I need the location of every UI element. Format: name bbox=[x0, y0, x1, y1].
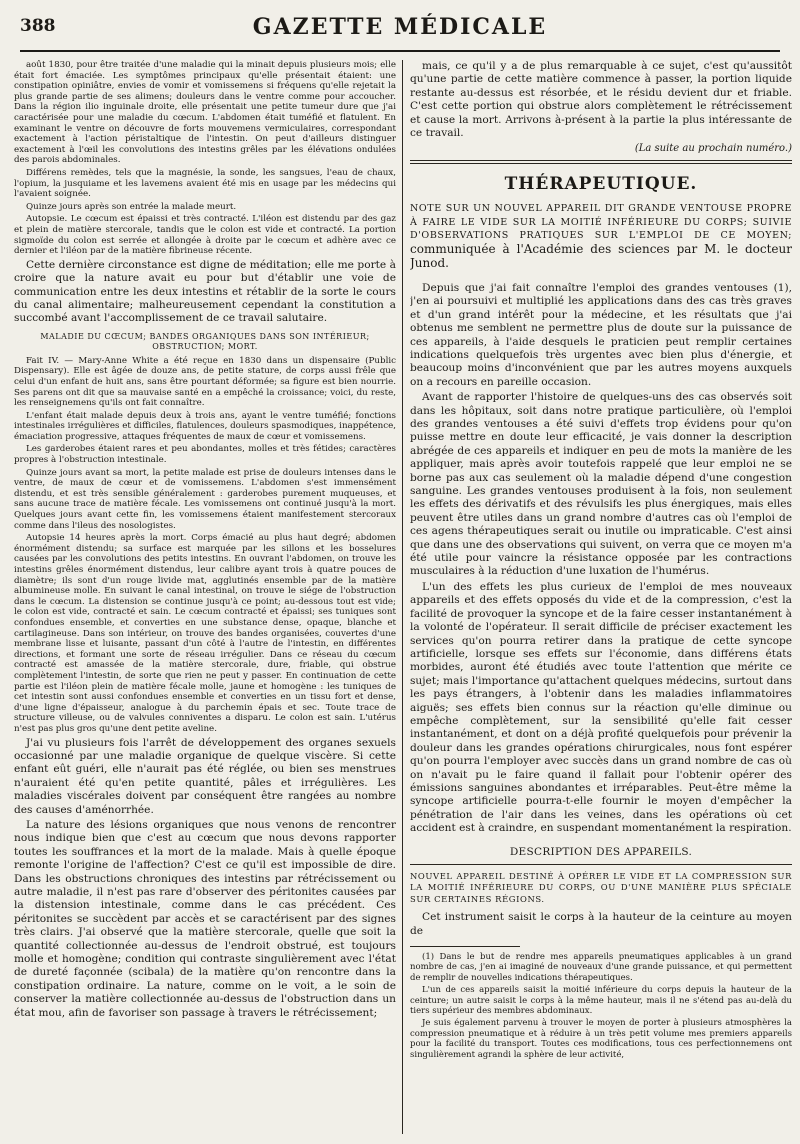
article-paragraph: Avant de rapporter l'histoire de quelques-uns des cas observés soit dans les hôpitaux, soit dans notre pratique particulière, où l'emploi des grandes ventouses a été suivi d'effets trop évidens pour qu'on puisse mettre en doute leur efficacité, je vais donner la description abrégée de ces appareils et indiquer en peu de mots la manière de les appliquer, mais après avoir toutefois rappelé que leur emploi ne se borne pas aux cas seulement où la maladie dépend d'une congestion sanguine. Les grandes ventouses produisent à la fois, non seulement les effets des dérivatifs et des révulsifs les plus énergiques, mais elles peuvent être utiles dans un grand nombre d'autres cas où l'emploi de ces agens thérapeutiques serait ou inutile ou impraticable. C'est ainsi que dans une des observations qui suivent, on verra que ce moyen m'a été utile pour vaincre la résistance opposée par les contractions musculaires à la réduction d'une luxation de l'humérus. bbox=[410, 391, 792, 578]
section-rule bbox=[410, 160, 792, 164]
footnotes bbox=[410, 952, 792, 1060]
case-paragraph: Les garderobes étaient rares et peu abondantes, molles et très fétides; caractères propres à l'obstruction intestinale. bbox=[14, 444, 396, 466]
autopsy-paragraph: Autopsie. Le cœcum est épaissi et très contracté. L'iléon est distendu par des gaz et plein de matière stercorale, tandis que le colon est vide et contracté. La portion sigmoïde du colon est serrée et allongée à droite par le cœcum et adhère avec ce dernier et l'iléon par de la matière fibrineuse récente. bbox=[14, 214, 396, 257]
case-paragraph: L'enfant était malade depuis deux à trois ans, ayant le ventre tuméfié; fonctions intestinales irrégulières et difficiles, flatulences, douleurs spasmodiques, inappétence, émaciation progressive, attaques fréquentes de maux de cœur et vomissemens. bbox=[14, 410, 396, 442]
article-title bbox=[410, 202, 792, 272]
page-number: 388 bbox=[20, 16, 56, 36]
footnote: Je suis également parvenu à trouver le moyen de porter à plusieurs atmosphères la compression pneumatique et à réduire à un très petit volume mes premiers appareils pour la facilité du transport. Toutes ces modifications, tous ces perfectionnemens ont singulièrement agrandi la sphère de leur activité, bbox=[410, 1018, 792, 1060]
case-paragraph: Différens remèdes, tels que la magnésie, la sonde, les sangsues, l'eau de chaux, l'opium, la jusquiame et les lavemens avaient été mis en usage par les médecins qui l'avaient soignée. bbox=[14, 167, 396, 200]
commentary-paragraph: La nature des lésions organiques que nous venons de rencontrer nous indique bien que c'est au cœcum que nous devons rapporter toutes les souffrances et la mort de la malade. Mais à quelle époque remonte l'origine de l'affection? C'est ce qu'il est impossible de dire. Dans les obstructions chroniques des intestins par rétrécissement ou autre maladie, il n'est pas rare d'observer des péritonites causées par la distension intestinale, comme dans le cas précédent. Ces péritonites se succèdent par accès et se caractérisent par des signes très clairs. J'ai observé que la matière stercorale, quelle que soit la quantité collectionnée au-dessus de l'endroit obstrué, est toujours molle et homogène; condition qui contraste singulièrement avec l'état de dureté façonnée (scibala) de la matière qu'on rencontre dans la constipation ordinaire. La nature, comme on le voit, a le soin de conserver la matière collectionnée au-dessus de l'obstruction dans un état mou, afin de favoriser son passage à travers le rétrécissement; bbox=[14, 818, 396, 1019]
to-be-continued: (La suite au prochain numéro.) bbox=[634, 143, 792, 155]
continuation-paragraph: mais, ce qu'il y a de plus remarquable à ce sujet, c'est qu'aussitôt qu'une partie de cette matière commence à passer, la portion liquide restante au-dessus est résorbée, et le résidu devient dur et friable. C'est cette portion qui obstrue alors complètement le rétrécissement et cause la mort. Arrivons à-présent à la partie la plus intéressante de ce travail. bbox=[410, 60, 792, 140]
page-header bbox=[20, 14, 780, 52]
case-paragraph: Quinze jours avant sa mort, la petite malade est prise de douleurs intenses dans le ventre, de maux de cœur et de vomissemens. L'abdomen s'est immensément distendu, et est très sensible généralement : garderobes purement muqueuses, et sans aucune trace de matière fécale. Les vomissemens ont continué jusqu'à la mort. Quelques jours avant cette fin, les vomissemens étaient manifestement stercoraux comme dans l'ileus des nosologistes. bbox=[14, 467, 396, 531]
section-title: THÉRAPEUTIQUE. bbox=[504, 174, 698, 195]
footnote: L'un de ces appareils saisit la moitié inférieure du corps depuis la hauteur de la ceinture; un autre saisit le corps à la même hauteur, mais il ne s'étend pas au-delà du tiers supérieur des membres abdominaux. bbox=[410, 985, 792, 1016]
apparatus-title: NOUVEL APPAREIL DESTINÉ À OPÉRER LE VIDE ET LA COMPRESSION SUR LA MOITIÉ INFÉRIEURE DU CORPS, OU D'UNE MANIÈRE PLUS SPÉCIALE SUR CERTAINES RÉGIONS. bbox=[410, 870, 792, 904]
case-paragraph: Quinze jours après son entrée la malade meurt. bbox=[26, 201, 237, 212]
article-title-author: communiquée à l'Académie des sciences par M. le docteur Junod. bbox=[410, 241, 792, 271]
article-paragraph: Cet instrument saisit le corps à la hauteur de la ceinture au moyen de bbox=[410, 911, 792, 937]
subheading: DESCRIPTION DES APPAREILS. bbox=[509, 845, 693, 858]
case-paragraph: août 1830, pour être traitée d'une maladie qui la minait depuis plusieurs mois; elle était fort émaciée. Les symptômes principaux qu'elle présentait étaient: une constipation opiniâtre, envies de vomir et vomissemens si fréquens qu'elle rejetait la plus grande partie de ses alimens; douleurs dans le ventre comme pour accoucher. Dans la région ilio inguinale droite, elle présentait une petite tumeur dure que j'ai caractérisée pour une maladie du cœcum. L'abdomen était tuméfié et flatulent. En examinant le ventre on découvre de forts mouvemens vermiculaires, correspondant exactement à l'action péristaltique de l'intestin. On peut d'ailleurs distinguer exactement à l'œil les convolutions des intestins grêles par les élévations ondulées des parois abdominales. bbox=[14, 60, 396, 166]
article-paragraph: L'un des effets les plus curieux de l'emploi de mes nouveaux appareils et des effets opposés du vide et de la compression, c'est la facilité de provoquer la syncope et de la faire cesser instantanément à la volonté de l'opérateur. Il serait difficile de préciser exactement les services qu'on pourra retirer dans la pratique de cette syncope artificielle, lorsque ses effets sur l'économie, dans différens états morbides, auront été étudiés avec toute l'attention que mérite ce sujet; mais l'importance qu'attachent quelques médecins, surtout dans les pays étrangers, à l'obtenir dans les maladies inflammatoires aiguës; ses effets bien connus sur la réaction qu'elle diminue ou empêche complètement, sur la sensibilité qu'elle fait cesser instantanément, et dont on a déjà profité quelquefois pour prévenir la douleur dans les grandes opérations chirurgicales, nous font espérer qu'on pourra l'employer avec succès dans un grand nombre de cas où on n'avait pu le faire quand il fallait pour l'obtenir opérer des émissions sanguines abondantes et irréparables. Peut-être même la syncope artificielle pourra-t-elle fournir le moyen d'empêcher la pénétration de l'air dans les veines, dans les opérations où cet accident est à craindre, en suspendant momentanément la respiration. bbox=[410, 580, 792, 835]
left-column bbox=[14, 60, 396, 1134]
footnote: (1) Dans le but de rendre mes appareils pneumatiques applicables à un grand nombre de cas, j'en ai imaginé de nouveaux d'une grande puissance, et qui permettent de remplir de nouvelles indications thérapeutiques. bbox=[410, 951, 792, 983]
autopsy-paragraph: Autopsie 14 heures après la mort. Corps émacié au plus haut degré; abdomen énormément distendu; sa surface est marquée par les sillons et les bosselures causées par les convolutions des petits intestins. En ouvrant l'abdomen, on trouve les intestins grêles énormément distendus, leur calibre ayant trois à quatre pouces de diamètre; ils sont d'un rouge livide mat, agglutinés ensemble par de la matière albumineuse molle. En suivant le canal intestinal, on trouve le siége de l'obstruction dans le cœcum. La distension se continue jusqu'à ce point; au-dessous tout est vide; le colon est vide, contracté et sain. Le cœcum contracté et épaissi; ses tuniques sont confondues ensemble, et converties en une substance dense, opaque, blanche et cartilagineuse. Dans son intérieur, on trouve des bandes organisées, couvertes d'une membrane lisse et luisante, passant d'un côté à l'autre de l'intestin, en différentes directions, et formant une sorte de réseau irrégulier. Dans ce réseau du cœcum contracté est amassée de la matière stercorale, dure, friable, qui obstrue complètement l'intestin, de sorte que rien ne peut y passer. En continuation de cette partie est l'iléon plein de matière fécale molle, jaune et homogène : les tuniques de cet intestin sont aussi confondues ensemble et converties en un tissu fort et dense, d'une ligne d'épaisseur, analogue à du parchemin épais et sec. Toute trace de structure villeuse, ou de valvules conniventes a disparu. Le colon est sain. L'utérus n'est pas plus gros qu'une dent petite aveline. bbox=[14, 533, 396, 734]
commentary-paragraph: J'ai vu plusieurs fois l'arrêt de développement des organes sexuels occasionné par une maladie organique de quelque viscère. Si cette enfant eût guéri, elle n'aurait pas été réglée, ou bien ses menstrues n'auraient été qu'en petite quantité, pâles et irrégulières. Les maladies viscérales doivent par conséquent être rangées au nombre des causes d'aménorrhée. bbox=[14, 736, 396, 816]
footnote-rule bbox=[410, 946, 520, 947]
case-paragraph: Fait IV. — Mary-Anne White a été reçue en 1830 dans un dispensaire (Public Dispensary). Elle est âgée de douze ans, de petite stature, de corps aussi frêle que celui d'un enfant de huit ans, sans être pourtant déformée; sa figure est bien nourrie. Ses parens ont dit que sa mauvaise santé en a empêché la croissance; voici, du reste, les renseignemens qu'ils ont fait connaître. bbox=[14, 355, 396, 409]
subheading-rule bbox=[410, 864, 792, 865]
article-paragraph: Depuis que j'ai fait connaître l'emploi des grandes ventouses (1), j'en ai poursuivi et multiplié les applications dans des cas très graves et d'un grand intérêt pour la médecine, et les résultats que j'ai obtenus me semblent ne permettre plus de doute sur la puissance de ces appareils, à l'aide desquels le praticien peut remplir certaines indications quelquefois très urgentes avec bien plus d'énergie, et beaucoup moins d'inconvénient que par les autres moyens auxquels on a recours en pareille occasion. bbox=[410, 281, 792, 388]
commentary-paragraph: Cette dernière circonstance est digne de méditation; elle me porte à croire que la nature avait eu pour but d'établir une voie de communication entre les deux intestins et rétablir de la sorte le cours du canal alimentaire; malheureusement cependant la constitution a succombé avant l'accomplissement de ce travail salutaire. bbox=[14, 258, 396, 325]
case-rubric: MALADIE DU CŒCUM; BANDES ORGANIQUES DANS SON INTÉRIEUR; OBSTRUCTION; MORT. bbox=[40, 331, 370, 351]
column-divider bbox=[402, 60, 403, 1134]
masthead-title: GAZETTE MÉDICALE bbox=[252, 14, 548, 40]
article-title-caps: NOTE SUR UN NOUVEL APPAREIL DIT GRANDE VENTOUSE PROPRE À FAIRE LE VIDE SUR LA MOITIÉ INFÉRIEURE DU CORPS; SUIVIE D'OBSERVATIONS PRATIQUES SUR L'EMPLOI DE CE MOYEN; bbox=[410, 203, 792, 242]
right-column bbox=[410, 60, 792, 1134]
